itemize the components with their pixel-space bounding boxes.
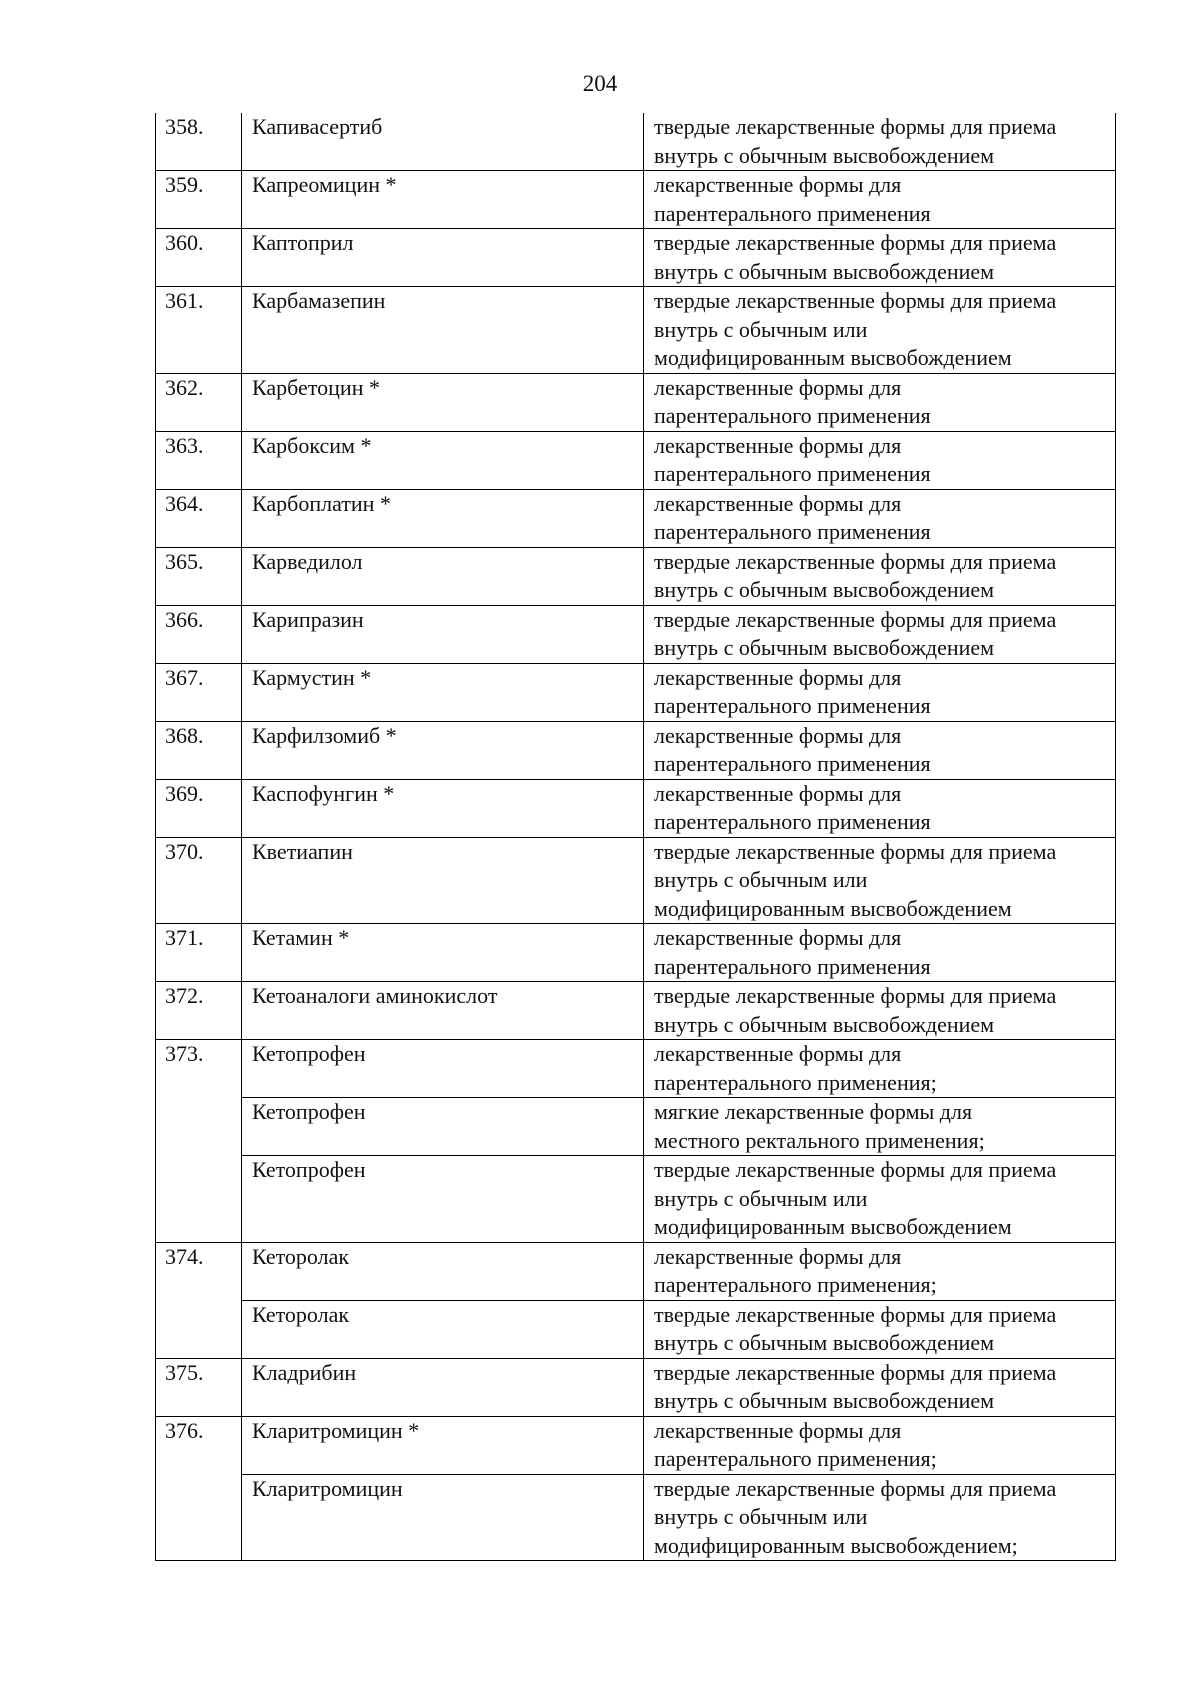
dosage-form-line: парентерального применения; — [654, 1272, 937, 1297]
drug-name-cell: Кларитромицин — [242, 1474, 644, 1561]
dosage-form-cell — [644, 113, 1116, 171]
drug-name-cell: Каптоприл — [242, 229, 644, 287]
dosage-form-line: внутрь с обычным высвобождением — [654, 635, 995, 660]
dosage-form-line: твердые лекарственные формы для приема — [654, 548, 1057, 574]
dosage-form-line: лекарственные формы для — [654, 664, 902, 690]
table-row — [156, 373, 1116, 431]
dosage-form-cell — [644, 605, 1116, 663]
table-row — [156, 1156, 1116, 1243]
dosage-form-line: лекарственные формы для — [654, 722, 902, 748]
dosage-form-line: внутрь с обычным или — [654, 1504, 868, 1529]
drug-name-cell: Каспофунгин * — [242, 779, 644, 837]
drug-name-cell: Кветиапин — [242, 837, 644, 924]
row-number-cell: 365. — [156, 547, 242, 605]
dosage-form-line: лекарственные формы для — [654, 432, 902, 458]
table-row — [156, 1358, 1116, 1416]
dosage-form-line: лекарственные формы для — [654, 172, 902, 197]
dosage-form-line: твердые лекарственные формы для приема — [654, 1157, 1057, 1182]
dosage-form-line: парентерального применения — [654, 403, 931, 428]
dosage-form-line: парентерального применения — [654, 200, 931, 226]
table-row — [156, 1300, 1116, 1358]
table-row — [156, 1474, 1116, 1561]
drug-name-cell: Карведилол — [242, 547, 644, 605]
drug-name-cell: Кетопрофен — [242, 1040, 644, 1098]
dosage-form-line: твердые лекарственные формы для приема — [654, 1475, 1057, 1501]
dosage-form-line: твердые лекарственные формы для приема — [654, 1301, 1057, 1327]
dosage-form-line: внутрь с обычным высвобождением — [654, 1388, 995, 1413]
dosage-form-line: внутрь с обычным или — [654, 316, 868, 342]
dosage-form-line: парентерального применения — [654, 519, 931, 544]
dosage-form-line: модифицированным высвобождением — [654, 895, 1012, 921]
dosage-form-cell — [644, 837, 1116, 924]
dosage-form-cell — [644, 1098, 1116, 1156]
dosage-form-line: парентерального применения; — [654, 1446, 937, 1471]
row-number-cell: 370. — [156, 837, 242, 924]
dosage-form-cell — [644, 1416, 1116, 1474]
table-row — [156, 982, 1116, 1040]
dosage-form-line: парентерального применения — [654, 693, 931, 718]
dosage-form-line: лекарственные формы для — [654, 374, 902, 400]
table-row — [156, 721, 1116, 779]
drug-name-cell: Карбамазепин — [242, 287, 644, 374]
row-number-cell: 364. — [156, 489, 242, 547]
dosage-form-cell — [644, 1040, 1116, 1098]
row-number-cell: 376. — [156, 1416, 242, 1561]
row-number-cell: 363. — [156, 431, 242, 489]
dosage-form-line: твердые лекарственные формы для приема — [654, 114, 1057, 139]
table-row — [156, 287, 1116, 374]
drug-name-cell: Капреомицин * — [242, 171, 644, 229]
drug-name-cell: Кармустин * — [242, 663, 644, 721]
dosage-form-line: твердые лекарственные формы для приема — [654, 838, 1057, 864]
drug-name-cell: Кетопрофен — [242, 1098, 644, 1156]
dosage-form-line: парентерального применения; — [654, 1069, 937, 1095]
row-number-cell: 367. — [156, 663, 242, 721]
table-row — [156, 605, 1116, 663]
dosage-form-cell — [644, 1300, 1116, 1358]
row-number-cell: 366. — [156, 605, 242, 663]
dosage-form-line: модифицированным высвобождением — [654, 345, 1012, 370]
dosage-form-line: лекарственные формы для — [654, 1243, 902, 1269]
drug-name-cell: Карфилзомиб * — [242, 721, 644, 779]
dosage-form-cell — [644, 1156, 1116, 1243]
dosage-form-line: модифицированным высвобождением; — [654, 1532, 1018, 1558]
drug-name-cell: Карбоксим * — [242, 431, 644, 489]
dosage-form-line: парентерального применения — [654, 751, 931, 776]
dosage-form-line: парентерального применения — [654, 953, 931, 979]
row-number-cell: 371. — [156, 924, 242, 982]
dosage-form-line: внутрь с обычным или — [654, 867, 868, 892]
table-row — [156, 1040, 1116, 1098]
drug-list-table — [155, 113, 1116, 1561]
dosage-form-line: твердые лекарственные формы для приема — [654, 983, 1057, 1008]
table-row — [156, 837, 1116, 924]
row-number-cell: 373. — [156, 1040, 242, 1243]
row-number-cell: 358. — [156, 113, 242, 171]
dosage-form-line: парентерального применения — [654, 809, 931, 834]
table-row — [156, 489, 1116, 547]
dosage-form-cell — [644, 779, 1116, 837]
table-body — [156, 113, 1116, 1561]
drug-name-cell: Кладрибин — [242, 1358, 644, 1416]
dosage-form-line: парентерального применения — [654, 461, 931, 486]
dosage-form-line: твердые лекарственные формы для приема — [654, 606, 1057, 632]
dosage-form-line: модифицированным высвобождением — [654, 1214, 1012, 1239]
table-row — [156, 431, 1116, 489]
row-number-cell: 368. — [156, 721, 242, 779]
dosage-form-cell — [644, 1474, 1116, 1561]
dosage-form-cell — [644, 489, 1116, 547]
row-number-cell: 372. — [156, 982, 242, 1040]
dosage-form-cell — [644, 924, 1116, 982]
dosage-form-line: внутрь с обычным высвобождением — [654, 258, 995, 284]
drug-name-cell: Кетопрофен — [242, 1156, 644, 1243]
dosage-form-line: твердые лекарственные формы для приема — [654, 230, 1057, 255]
dosage-form-cell — [644, 287, 1116, 374]
dosage-form-line: внутрь с обычным или — [654, 1185, 868, 1211]
dosage-form-cell — [644, 721, 1116, 779]
row-number-cell: 369. — [156, 779, 242, 837]
row-number-cell: 362. — [156, 373, 242, 431]
drug-name-cell: Кларитромицин * — [242, 1416, 644, 1474]
dosage-form-line: мягкие лекарственные формы для — [654, 1099, 973, 1124]
dosage-form-cell — [644, 547, 1116, 605]
table-row — [156, 1416, 1116, 1474]
dosage-form-cell — [644, 1242, 1116, 1300]
table-row — [156, 1242, 1116, 1300]
page-number: 204 — [582, 71, 618, 96]
drug-name-cell: Карипразин — [242, 605, 644, 663]
dosage-form-cell — [644, 1358, 1116, 1416]
dosage-form-line: внутрь с обычным высвобождением — [654, 577, 995, 602]
table-row — [156, 171, 1116, 229]
dosage-form-cell — [644, 982, 1116, 1040]
dosage-form-line: лекарственные формы для — [654, 780, 902, 806]
row-number-cell: 374. — [156, 1242, 242, 1358]
table-row — [156, 1098, 1116, 1156]
row-number-cell: 359. — [156, 171, 242, 229]
dosage-form-line: лекарственные формы для — [654, 925, 902, 950]
dosage-form-line: внутрь с обычным высвобождением — [654, 1011, 995, 1037]
drug-name-cell: Капивасертиб — [242, 113, 644, 171]
dosage-form-cell — [644, 171, 1116, 229]
row-number-cell: 375. — [156, 1358, 242, 1416]
dosage-form-cell — [644, 431, 1116, 489]
dosage-form-line: лекарственные формы для — [654, 1041, 902, 1066]
dosage-form-cell — [644, 373, 1116, 431]
table-row — [156, 113, 1116, 171]
table-row — [156, 229, 1116, 287]
row-number-cell: 361. — [156, 287, 242, 374]
dosage-form-cell — [644, 663, 1116, 721]
table-row — [156, 779, 1116, 837]
dosage-form-line: внутрь с обычным высвобождением — [654, 142, 995, 168]
row-number-cell: 360. — [156, 229, 242, 287]
dosage-form-line: внутрь с обычным высвобождением — [654, 1330, 995, 1355]
drug-name-cell: Кеторолак — [242, 1300, 644, 1358]
drug-name-cell: Карбетоцин * — [242, 373, 644, 431]
table-row — [156, 663, 1116, 721]
drug-name-cell: Кетамин * — [242, 924, 644, 982]
dosage-form-line: твердые лекарственные формы для приема — [654, 1359, 1057, 1385]
drug-name-cell: Кеторолак — [242, 1242, 644, 1300]
drug-name-cell: Карбоплатин * — [242, 489, 644, 547]
table-row — [156, 547, 1116, 605]
dosage-form-line: лекарственные формы для — [654, 1417, 902, 1443]
dosage-form-line: местного ректального применения; — [654, 1127, 985, 1153]
table-row — [156, 924, 1116, 982]
dosage-form-line: лекарственные формы для — [654, 490, 902, 516]
dosage-form-cell — [644, 229, 1116, 287]
drug-name-cell: Кетоаналоги аминокислот — [242, 982, 644, 1040]
dosage-form-line: твердые лекарственные формы для приема — [654, 288, 1057, 313]
